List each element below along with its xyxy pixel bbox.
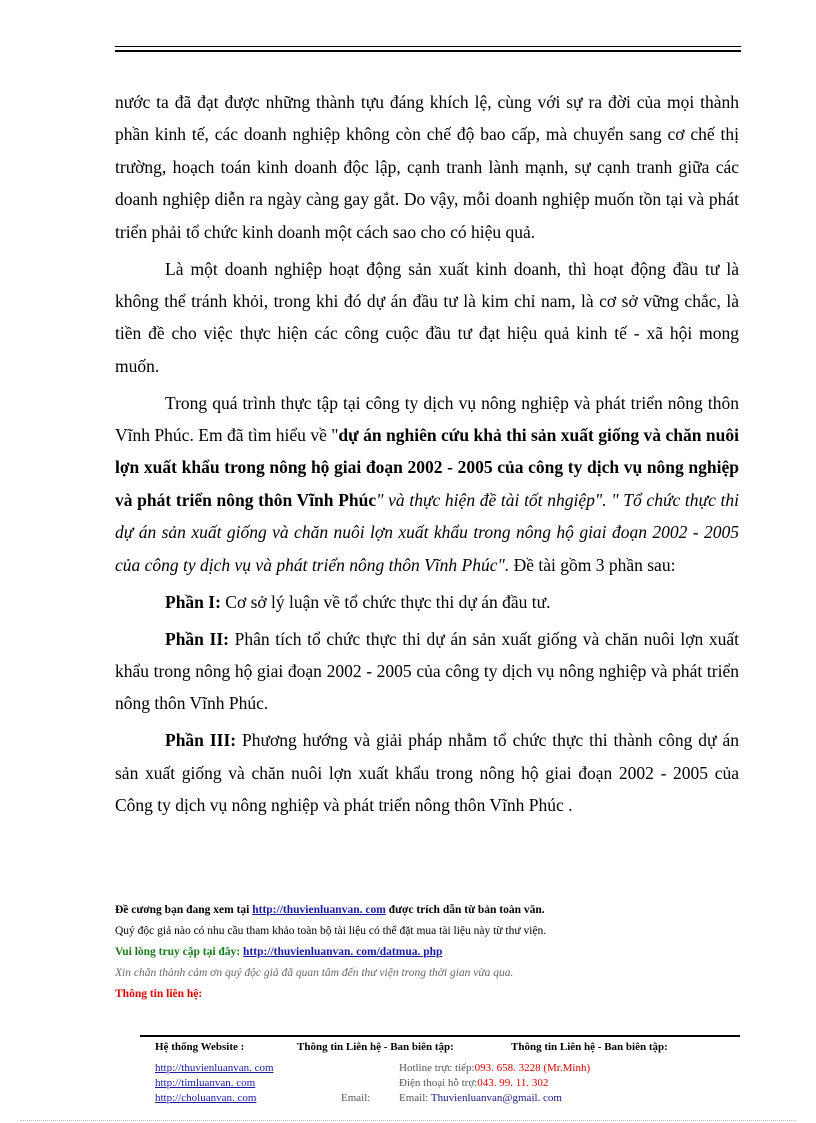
section-2 — [115, 623, 739, 720]
section-3-text: Phương hướng và giải pháp nhằm tổ chức thực thi thành công dự án sản xuất giống và chăn nuôi lợn xuất khẩu trong nông hộ giai đoạn 2002 - 2005 của Công ty dịch vụ nông nghiệp và phát triển nông thôn Vĩnh Phúc . — [115, 730, 739, 816]
footer-email — [399, 1092, 562, 1104]
document-body — [115, 86, 739, 826]
email-label: Email: — [399, 1092, 429, 1104]
paragraph-2: Là một doanh nghiệp hoạt động sản xuất kinh doanh, thì hoạt động đầu tư là không thể tránh khỏi, trong khi đó dự án đầu tư là kim chỉ nam, là cơ sở vững chắc, là tiền đề cho việc thực hiện các công cuộc đầu tư đạt hiệu quả kinh tế - xã hội mong muốn. — [115, 258, 739, 376]
notice-line-1 — [115, 900, 755, 921]
notice-line-1-post: được trích dẫn từ bản toàn văn. — [385, 904, 545, 916]
section-1 — [115, 586, 739, 618]
p3-thesis-title: " và thực hiện đề tài tốt nhgiệp". " Tổ chức thực thi dự án sản xuất giống và chăn nuôi lợn xuất khẩu trong nông hộ giai đoạn 2002 - 2005 của công ty dịch vụ và phát triển nông thôn Vĩnh Phúc". — [115, 489, 739, 575]
notice-contact-heading: Thông tin liên hệ: — [115, 988, 203, 1000]
section-3 — [115, 724, 739, 821]
footer-site-link-3[interactable]: http://choluanvan. com — [155, 1092, 257, 1104]
paragraph-1: nước ta đã đạt được những thành tựu đáng khích lệ, cùng với sự ra đời của mọi thành phần kinh tế, các doanh nghiệp không còn chế độ bao cấp, mà chuyển sang cơ chế thị trường, hoạch toán kinh doanh độc lập, cạnh tranh lành mạnh, sự cạnh tranh giữa các doanh nghiệp diễn ra ngày càng gay gắt. Do vậy, mỗi doanh nghiệp muốn tồn tại và phát triển phải tổ chức kinh doanh một cách sao cho có hiệu quả. — [115, 92, 739, 242]
footer-site-link-2[interactable]: http://timluanvan. com — [155, 1077, 256, 1089]
notice-line-2: Quý độc giả nào có nhu cầu tham khảo toàn bộ tài liệu có thể đặt mua tài liệu này từ thư viện. — [115, 925, 547, 937]
footer-rule — [140, 1035, 740, 1037]
footer-email-label-mid: Email: — [341, 1092, 371, 1104]
p3-intro: Trong quá trình thực tập tại công ty dịch vụ nông nghiệp và phát triển nông thôn Vĩnh Phúc. Em đã tìm hiểu về " — [115, 392, 739, 446]
notice-site-link[interactable]: http://thuvienluanvan. com — [252, 904, 386, 916]
section-1-label: Phần I: — [165, 591, 221, 612]
footer-site-link-1[interactable]: http://thuvienluanvan. com — [155, 1062, 274, 1074]
section-2-text: Phân tích tổ chức thực thi dự án sản xuất giống và chăn nuôi lợn xuất khẩu trong nông hộ giai đoạn 2002 - 2005 của công ty dịch vụ nông nghiệp và phát triển nông thôn Vĩnh Phúc. — [115, 628, 739, 714]
footer-contact-heading-2: Thông tin Liên hệ - Ban biên tập: — [511, 1041, 668, 1053]
section-3-label: Phần III: — [165, 730, 237, 751]
p3-project-title: dự án nghiên cứu khả thi sản xuất giống và chăn nuôi lợn xuất khẩu trong nông hộ giai đoạn 2002 - 2005 của công ty dịch vụ nông nghiệp và phát triển nông thôn Vĩnh Phúc — [115, 425, 739, 510]
section-2-label: Phần II: — [165, 628, 229, 649]
hotline-value: 093. 658. 3228 (Mr.Minh) — [474, 1062, 591, 1074]
footer-phone — [399, 1077, 548, 1089]
library-notice — [115, 900, 755, 1005]
notice-line-4: Xin chân thành cảm ơn quý độc giả đã quan tâm đến thư viện trong thời gian vừa qua. — [115, 967, 514, 979]
phone-label: Điện thoại hỗ trợ: — [399, 1077, 478, 1089]
p3-outro: Đề tài gồm 3 phần sau: — [509, 554, 676, 575]
notice-line-3-pre: Vui lòng truy cập tại đây: — [115, 946, 244, 958]
footer-hotline — [399, 1062, 590, 1074]
header-rule-thin — [115, 46, 741, 47]
paragraph-3 — [115, 387, 739, 581]
notice-order-link[interactable]: http://thuvienluanvan. com/datmua. php — [243, 946, 443, 958]
hotline-label: Hotline trực tiếp: — [399, 1062, 475, 1074]
header-rule-thick — [115, 50, 741, 52]
phone-value: 043. 99. 11. 302 — [477, 1077, 549, 1089]
bottom-dotted-line — [20, 1120, 796, 1121]
footer-websites-heading: Hệ thống Website : — [155, 1041, 245, 1053]
section-1-text: Cơ sở lý luận về tổ chức thực thi dự án đầu tư. — [220, 591, 551, 612]
notice-line-1-pre: Đề cương bạn đang xem tại — [115, 904, 253, 916]
email-value[interactable]: Thuvienluanvan@gmail. com — [430, 1092, 562, 1104]
footer-contact-heading-1: Thông tin Liên hệ - Ban biên tập: — [297, 1041, 454, 1053]
notice-line-3 — [115, 942, 755, 963]
